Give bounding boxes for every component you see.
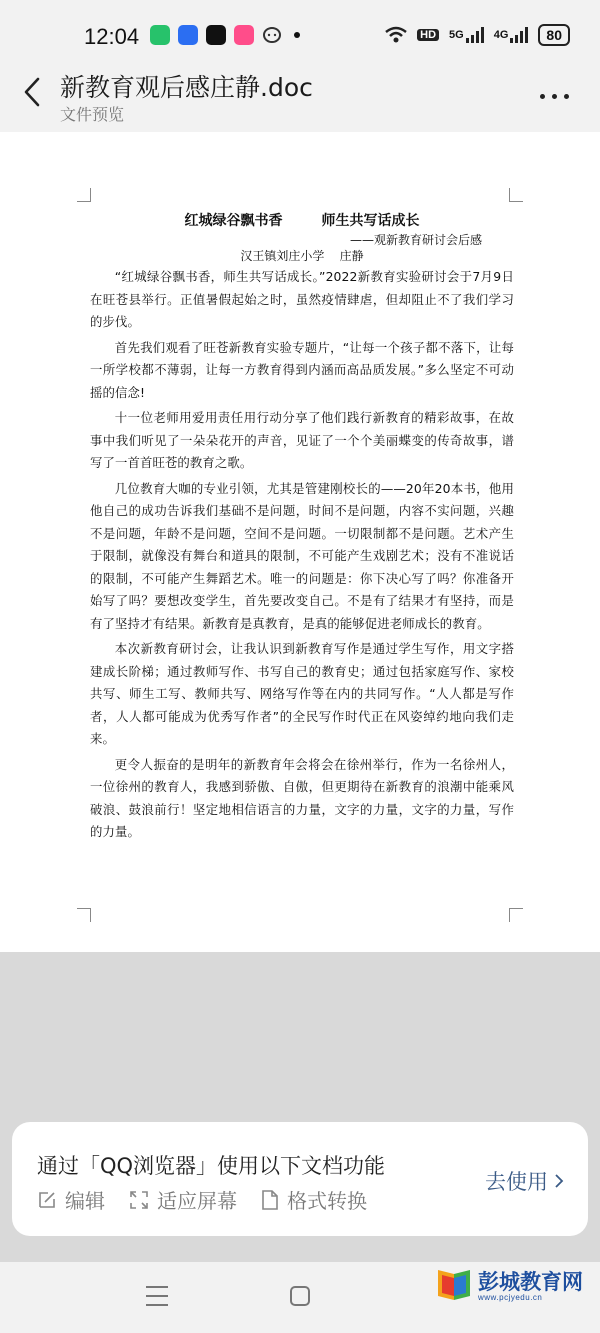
more-dot-icon <box>564 94 569 99</box>
recent-apps-button[interactable] <box>146 1286 168 1306</box>
more-dot-icon <box>552 94 557 99</box>
signal-4g-label: 4G <box>493 29 509 41</box>
wifi-icon <box>385 26 407 44</box>
qq-browser-promo-card[interactable] <box>12 1122 588 1236</box>
edit-icon <box>37 1190 57 1210</box>
hd-badge: HD <box>417 29 439 41</box>
back-button[interactable] <box>14 74 50 110</box>
signal-5g-label: 5G <box>449 29 464 41</box>
home-button[interactable] <box>290 1286 310 1306</box>
essay-title: 红城绿谷飘书香 师生共写话成长 <box>184 213 420 229</box>
fit-screen-icon <box>129 1190 149 1210</box>
notification-icons <box>150 25 300 45</box>
wechat-icon <box>150 25 170 45</box>
baidu-icon <box>178 25 198 45</box>
tiktok-icon <box>206 25 226 45</box>
paragraph: “红城绿谷飘书香，师生共写话成长。”2022新教育实验研讨会于7月9日在旺苍县举行。正值暑假起始之时，虽然疫情肆虐，但却阻止不了我们学习的步伐。 <box>90 269 514 329</box>
kuaishou-icon <box>234 25 254 45</box>
book-logo-icon <box>434 1268 474 1304</box>
essay-author: 汉王镇刘庄小学 庄静 <box>240 249 364 263</box>
edit-feature <box>37 1185 105 1214</box>
paragraph: 十一位老师用爱用责任用行动分享了他们践行新教育的精彩故事，在故事中我们听见了一朵朵花开的声音，见证了一个个美丽蝶变的传奇故事，谱写了一首首旺苍的教育之歌。 <box>90 410 514 470</box>
document-icon <box>261 1190 279 1210</box>
paragraph: 更令人振奋的是明年的新教育年会将会在徐州举行，作为一名徐州人，一位徐州的教育人，我感到骄傲、自傲，但更期待在新教育的浪潮中能乘风破浪、鼓浪前行！坚定地相信语言的力量，文字的力量，文字的力量，写作的力量。 <box>90 756 514 839</box>
edit-feature-label: 编辑 <box>65 1189 105 1213</box>
watermark-text-block <box>478 1271 583 1302</box>
signal-bars-icon <box>510 27 528 43</box>
page-corner-mark <box>509 188 523 202</box>
status-time: 12:04 <box>84 24 140 49</box>
format-convert-feature-label: 格式转换 <box>287 1189 367 1213</box>
page-corner-mark <box>509 908 523 922</box>
back-arrow-icon <box>22 76 42 108</box>
page-corner-mark <box>77 188 91 202</box>
more-options-button[interactable] <box>540 86 574 106</box>
status-right <box>385 24 570 46</box>
menu-line-icon <box>146 1286 168 1288</box>
chevron-right-icon <box>554 1173 564 1189</box>
document-filename: 新教育观后感庄静.doc <box>60 73 313 102</box>
signal-5g <box>449 27 484 43</box>
more-notifications-dot <box>294 32 300 38</box>
promo-title: 通过「QQ浏览器」使用以下文档功能 <box>37 1154 386 1178</box>
signal-bars-icon <box>466 27 484 43</box>
document-body <box>90 210 514 847</box>
fit-screen-feature <box>129 1185 237 1214</box>
paragraph: 首先我们观看了旺苍新教育实验专题片，“让每一个孩子都不落下，让每一所学校都不薄弱，让每一方教育得到内涵而高品质发展。”多么坚定不可动摇的信念! <box>90 339 514 400</box>
app-bar <box>0 60 600 132</box>
promo-feature-list <box>37 1185 367 1214</box>
menu-line-icon <box>146 1304 168 1306</box>
fit-screen-feature-label: 适应屏幕 <box>157 1189 237 1213</box>
watermark-url: www.pcjyedu.cn <box>478 1292 543 1302</box>
qq-icon <box>262 25 282 45</box>
use-now-label: 去使用 <box>485 1170 548 1194</box>
paragraph: 几位教育大咖的专业引领，尤其是管建刚校长的——20年20本书，他用他自己的成功告诉我们基础不是问题，时间不是问题，内容不实问题，兴趣不是问题，年龄不是问题，空间不是问题。一切限制都不是问题。艺术产生于限制，就像没有舞台和道具的限制，不可能产生戏剧艺术；没有不准说话的限制，不可能产生舞蹈艺术。唯一的问题是：你下决心写了吗？你准备开始写了吗？要想改变学生，首先要改变自己。不是有了结果才有坚持，而是有了坚持才有结果。新教育是真教育，是真的能够促进老师成长的教育。 <box>90 480 514 631</box>
signal-4g <box>494 27 529 43</box>
document-page[interactable] <box>0 132 600 952</box>
more-dot-icon <box>540 94 545 99</box>
paragraph: 本次新教育研讨会，让我认识到新教育写作是通过学生写作，用文字搭建成长阶梯；通过教师写作、书写自己的教育史；通过包括家庭写作、家校共写、师生工写、教师共写、网络写作等在内的共同写作。“人人都是写作者，人人都可能成为优秀写作者”的全民写作时代正在风姿绰约地向我们走来。 <box>90 641 514 746</box>
watermark-name: 彭城教育网 <box>478 1269 583 1294</box>
page-corner-mark <box>77 908 91 922</box>
essay-subtitle: ——观新教育研讨会后感 <box>349 233 482 247</box>
format-convert-feature <box>261 1185 367 1214</box>
menu-line-icon <box>146 1295 168 1297</box>
use-now-button[interactable] <box>485 1166 564 1196</box>
site-watermark <box>434 1268 583 1304</box>
battery-indicator: 80 <box>538 24 570 46</box>
preview-label: 文件预览 <box>60 105 125 124</box>
